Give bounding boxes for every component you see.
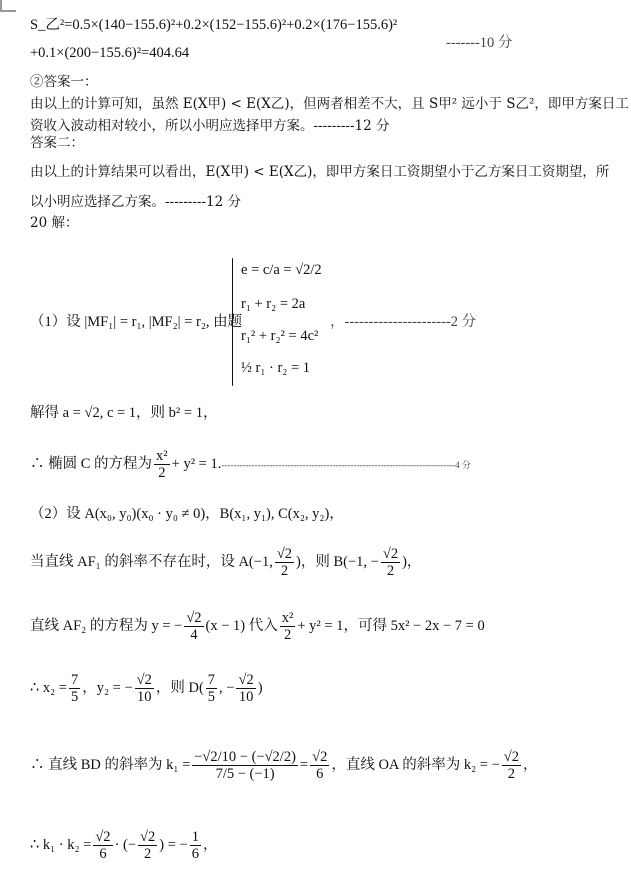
x2-fraction: $\frac{7}{5}$: [70, 672, 79, 706]
answer2-line1: 由以上的计算结果可以看出，E(X甲) < E(X乙)，即甲方案日工资期望小于乙方案日工资期望，所: [30, 164, 610, 180]
prod-result-fraction: $\frac{1}{6}$: [191, 829, 199, 863]
q20-title: 20 解：: [30, 215, 79, 231]
x2-y2-line: ∴ x₂ = $\frac{7}{5}$ ，y₂ = − $\frac{√2}{10}$ ，则 D( $\frac{7}{5}$ , − $\frac{√2}{10}$ ): [30, 672, 263, 706]
answer1-line1: 由以上的计算可知，虽然 E(X甲) < E(X乙)，但两者相差不大，且 S甲² 远小于 S乙²，即甲方案日工: [30, 96, 629, 112]
answer2-line2: 以小明应选择乙方案。---------12 分: [30, 194, 242, 210]
slope-k1-line: ∴ 直线 BD 的斜率为 k₁ = $\frac{-√2/10 - (-√2/2)}{7/5 - (-1)}$ = $\frac{√2}{6}$ ，直线 OA 的斜率为 k₂ = − $\frac{√2}{2}$ ，: [30, 749, 538, 783]
variance-score-10: -------10 分: [446, 35, 513, 51]
variance-line-2: +0.1×(200−155.6)²=404.64: [30, 45, 190, 61]
ellipse-prefix: ∴ 椭圆 C 的方程为: [30, 456, 153, 472]
product-line: ∴ k₁ · k₂ = $\frac{√2}{6}$ · (− $\frac{√2}{2}$ ) = − $\frac{1}{6}$ ，: [30, 829, 218, 863]
fraction-sqrt2-over-2: $\frac{√2}{2}$: [276, 546, 293, 580]
part1-score: ，----------------------2 分: [330, 314, 477, 330]
k2-fraction: $\frac{√2}{2}$: [503, 749, 519, 783]
system-row-sum: r₁ + r₂ = 2a: [241, 296, 306, 312]
prod-b-fraction: $\frac{√2}{2}$: [140, 829, 156, 863]
system-row-squares: r₁² + r₂² = 4c²: [241, 328, 319, 344]
af2-sub-fraction: $\frac{\text{x²}}{2}$: [281, 610, 294, 644]
part2-line: （2）设 A(x₀, y₀)(x₀ · y₀ ≠ 0)，B(x₁, y₁), C(x₂, y₂)，: [30, 506, 344, 522]
af2-line: 直线 AF₂ 的方程为 y = − $\frac{√2}{4}$ (x − 1) 代入 $\frac{\text{x²}}{2}$ + y² = 1，可得 5x² − 2x − 7 = 0: [30, 610, 485, 644]
system-row-area: ½ r₁ · r₂ = 1: [241, 360, 311, 376]
y2-fraction: $\frac{√2}{10}$: [136, 672, 152, 706]
solve-line: 解得 a = √2, c = 1，则 b² = 1，: [30, 405, 218, 421]
variance-line-1: S_乙²=0.5×(140−155.6)²+0.2×(152−155.6)²+0.2×(176−155.6)²: [30, 17, 398, 33]
part1-label: （1）设 |MF₁| = r₁, |MF₂| = r₂, 由题: [30, 314, 243, 330]
k1-value-fraction: $\frac{√2}{6}$: [312, 749, 328, 783]
system-row-eccentricity: e = c/a = √2/2: [241, 262, 322, 278]
d-x-fraction: $\frac{7}{5}$: [207, 672, 216, 706]
answer1-title: ②答案一：: [30, 74, 98, 90]
answer2-title: 答案二：: [30, 135, 84, 151]
ellipse-equation-line: [30, 446, 471, 483]
equation-system: [232, 258, 322, 386]
corner-mark: [0, 0, 16, 12]
ellipse-score: ------------------------------------------------------------------------------4 分: [221, 460, 471, 470]
fraction-sqrt2-over-2-b: $\frac{√2}{2}$: [382, 546, 399, 580]
ellipse-fraction: $\frac{\text{x²}}{2}$: [156, 448, 168, 482]
ellipse-rest: + y² = 1.: [171, 456, 222, 472]
d-y-fraction: $\frac{√2}{10}$: [238, 672, 254, 706]
k1-complex-fraction: $\frac{-√2/10 - (-√2/2)}{7/5 - (-1)}$: [194, 749, 296, 783]
prod-a-fraction: $\frac{√2}{6}$: [95, 829, 111, 863]
answer1-line2: 资收入波动相对较小，所以小明应选择甲方案。---------12 分: [30, 118, 390, 134]
af2-slope-fraction: $\frac{√2}{4}$: [186, 610, 202, 644]
vertical-case-line: 当直线 AF₁ 的斜率不存在时，设 A(−1, $\frac{√2}{2}$ )，则 B(−1, − $\frac{√2}{2}$ )，: [30, 546, 422, 580]
